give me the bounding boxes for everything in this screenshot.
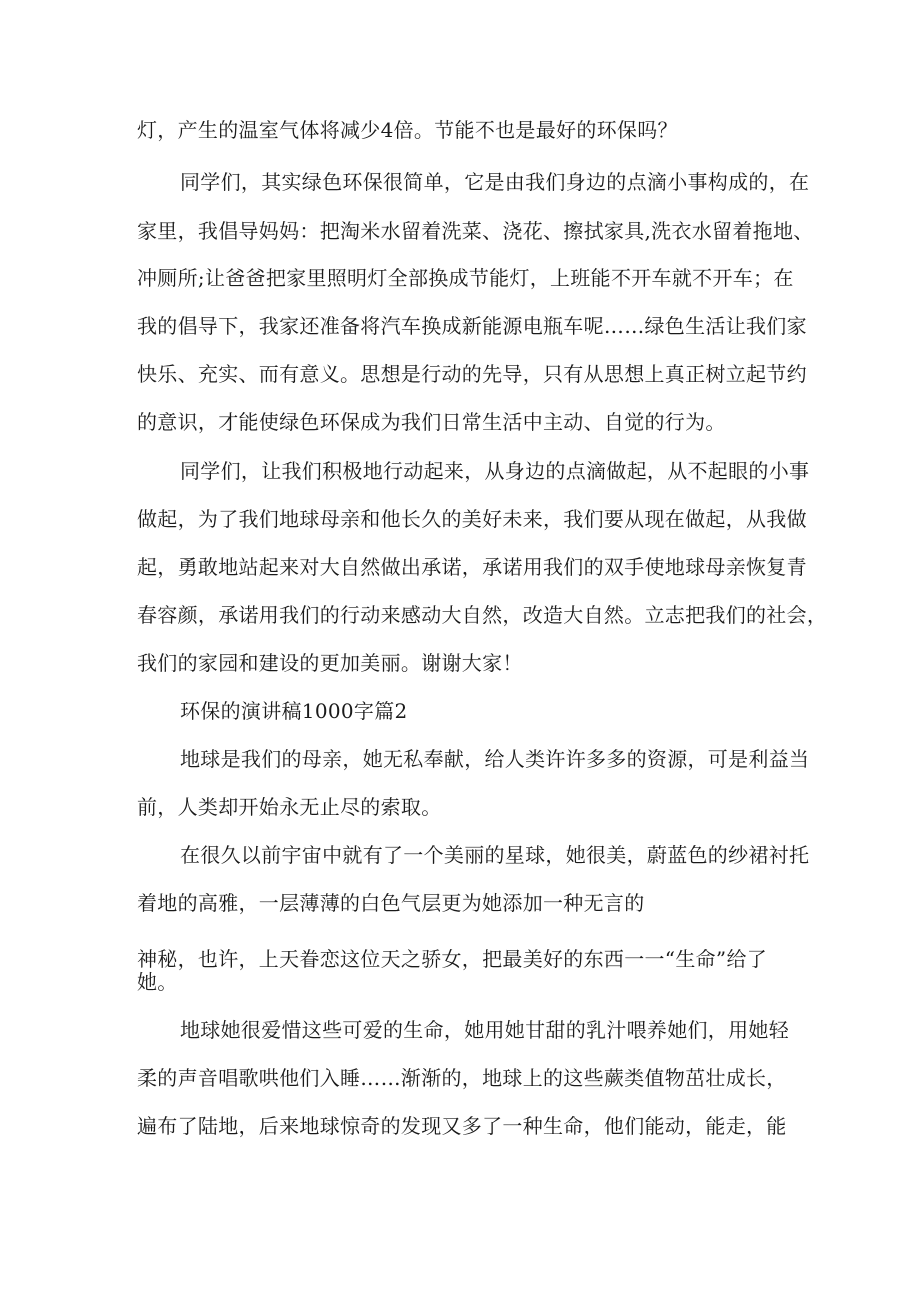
text-line: 柔的声音唱歌哄他们入睡……渐渐的，地球上的这些蕨类值物茁壮成长， (137, 1066, 787, 1090)
text-line: 灯，产生的温室气体将减少4倍。节能不也是最好的环保吗？ (137, 118, 678, 142)
section-heading: 环保的演讲稿1000字篇2 (180, 699, 408, 723)
text-line: 起，勇敢地站起来对大自然做出承诺，承诺用我们的双手使地球母亲恢复青 (137, 555, 807, 579)
text-line: 的意识，才能使绿色环保成为我们日常生活中主动、自觉的行为。 (137, 410, 726, 434)
paragraph-start: 同学们，其实绿色环保很简单，它是由我们身边的点滴小事构成的，在 (180, 170, 810, 194)
text-line: 快乐、充实、而有意义。思想是行动的先导，只有从思想上真正树立起节约 (137, 362, 807, 386)
text-line: 冲厕所;让爸爸把家里照明灯全部换成节能灯，上班能不开车就不开车；在 (137, 266, 794, 290)
paragraph-start: 地球她很爱惜这些可爱的生命，她用她甘甜的乳汁喂养她们，用她轻 (180, 1018, 789, 1042)
text-line: 我的倡导下，我家还准备将汽车换成新能源电瓶车呢……绿色生活让我们家 (137, 314, 807, 338)
paragraph-start: 在很久以前宇宙中就有了一个美丽的星球，她很美，蔚蓝色的纱裙衬托 (180, 843, 810, 867)
text-line: 她。 (137, 970, 178, 994)
text-line: 做起，为了我们地球母亲和他长久的美好未来，我们要从现在做起，从我做 (137, 507, 807, 531)
text-line: 着地的高雅，一层薄薄的白色气层更为她添加一种无言的 (137, 891, 645, 915)
text-line: 神秘，也许，上天眷恋这位天之骄女，把最美好的东西一一“生命”给了 (137, 947, 768, 971)
paragraph-start: 地球是我们的母亲，她无私奉献，给人类许许多多的资源，可是利益当 (180, 747, 810, 771)
text-line: 我们的家园和建设的更加美丽。谢谢大家！ (137, 651, 523, 675)
text-line: 遍布了陆地，后来地球惊奇的发现又多了一种生命，他们能动，能走，能 (137, 1114, 787, 1138)
text-line: 春容颜，承诺用我们的行动来感动大自然，改造大自然。立志把我们的社会， (137, 603, 828, 627)
paragraph-start: 同学们，让我们积极地行动起来，从身边的点滴做起，从不起眼的小事 (180, 459, 810, 483)
text-line: 前，人类却开始永无止尽的索取。 (137, 795, 442, 819)
text-line: 家里，我倡导妈妈：把淘米水留着洗菜、浇花、擦拭家具,洗衣水留着拖地、 (137, 219, 814, 243)
